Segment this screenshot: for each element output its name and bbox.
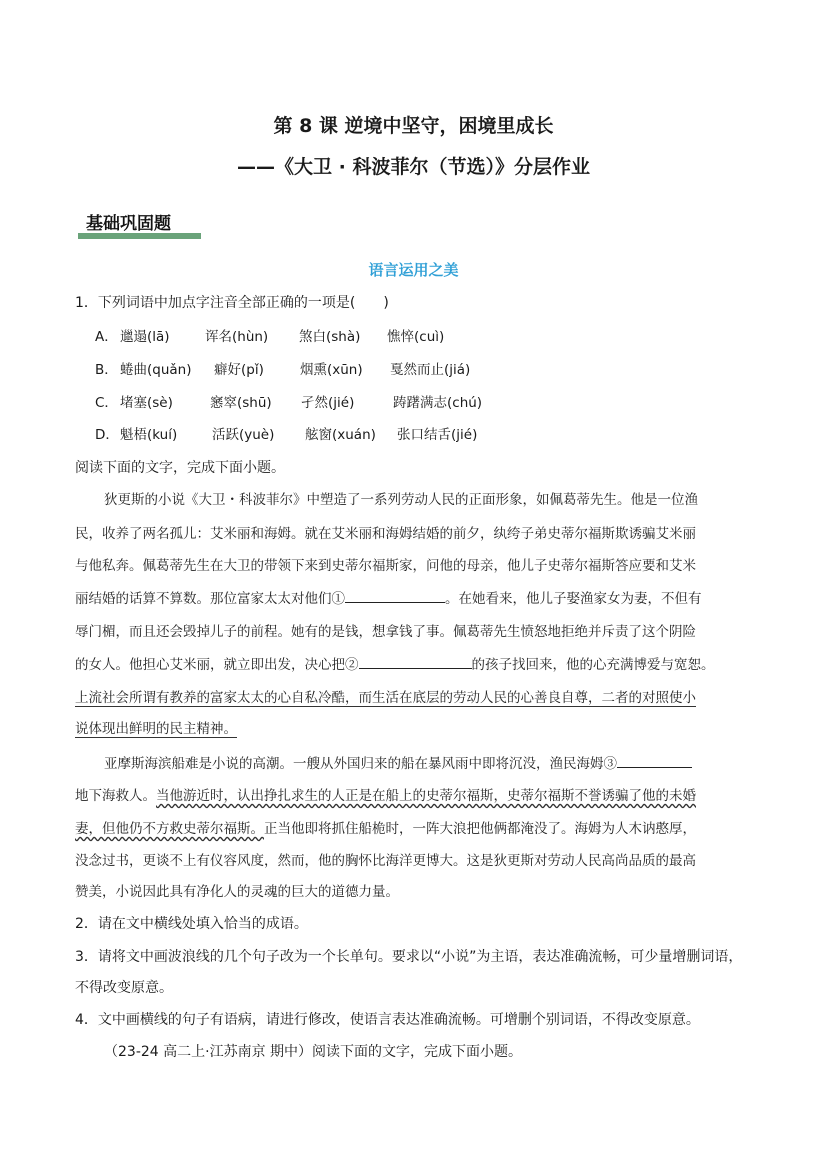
reading-instruction: 阅读下面的文字，完成下面小题。 [75, 460, 285, 476]
option-b-item-1: 蜷曲(quǎn) [120, 362, 192, 378]
option-c-label: C． [95, 395, 118, 411]
passage-text: 的女人。他担心艾米丽，就立即出发，决心把② [75, 657, 359, 673]
option-b-label: B． [95, 362, 118, 378]
blank-2[interactable] [359, 656, 472, 669]
option-d-item-3: 舷窗(xuán) [305, 427, 376, 443]
underlined-sentence: 上流社会所谓有教养的富家太太的心自私冷酷，而生活在底层的劳动人民的心善良自尊，二者的对照使小 [75, 690, 696, 706]
passage-line [75, 717, 237, 737]
question-1-stem: 1．下列词语中加点字注音全部正确的一项是( ) [75, 295, 389, 311]
question-2: 2．请在文中横线处填入恰当的成语。 [75, 916, 308, 932]
option-a-item-2: 诨名(hùn) [205, 329, 269, 345]
passage-text: 的孩子找回来，他的心充满博爱与宽恕。 [471, 657, 715, 673]
option-c-item-2: 窸窣(shū) [210, 395, 272, 411]
option-d-item-4: 张口结舌(jié) [397, 427, 478, 443]
underlined-sentence: 说体现出鲜明的民主精神。 [75, 721, 237, 737]
option-a-item-3: 煞白(shà) [299, 329, 361, 345]
option-d-item-1: 魁梧(kuí) [120, 427, 178, 443]
passage-line [104, 752, 692, 772]
option-a-label: A． [95, 329, 118, 345]
option-c-item-4: 踌躇满志(chú) [393, 395, 483, 411]
wavy-sentence: 当他游近时，认出挣扎求生的人正是在船上的史蒂尔福斯，史蒂尔福斯不誉诱骗了他的未婚 [156, 788, 696, 804]
question-4: 4．文中画横线的句子有语病，请进行修改，使语言表达准确流畅。可增删个别词语，不得改变原意。 [75, 1012, 700, 1028]
option-a-item-1: 邋遢(lā) [120, 329, 170, 345]
page-title: 第 8 课 逆境中坚守，困境里成长 [273, 115, 554, 137]
wavy-sentence: 妻，但他仍不方救史蒂尔福斯。 [75, 821, 264, 837]
blank-3[interactable] [617, 755, 692, 768]
option-b-item-2: 癖好(pǐ) [214, 362, 264, 378]
passage-line: 辱门楣，而且还会毁掉儿子的前程。她有的是钱，想拿钱了事。佩葛蒂先生愤怒地拒绝并斥责了这个阴险 [75, 624, 696, 640]
section-heading: 语言运用之美 [368, 261, 459, 279]
passage-text: 丽结婚的话算不算数。那位富家太太对他们① [75, 591, 345, 607]
blank-1[interactable] [345, 590, 445, 603]
passage-line: 狄更斯的小说《大卫・科波菲尔》中塑造了一系列劳动人民的正面形象，如佩葛蒂先生。他是一位渔 [104, 492, 698, 508]
passage-line: 赞美，小说因此具有净化人的灵魂的巨大的道德力量。 [75, 884, 399, 900]
question-3-line-2: 不得改变原意。 [75, 980, 173, 996]
passage-line: 没念过书，更谈不上有仪容风度，然而，他的胸怀比海洋更博大。这是狄更斯对劳动人民高尚品质的最高 [75, 853, 696, 869]
option-c-item-3: 孑然(jié) [301, 395, 355, 411]
option-a-item-4: 憔悴(cuì) [387, 329, 445, 345]
section-badge: 基础巩固题 [86, 214, 171, 234]
next-reading-instruction: （23-24 高二上·江苏南京 期中）阅读下面的文字，完成下面小题。 [104, 1044, 523, 1060]
passage-line: 与他私奔。佩葛蒂先生在大卫的带领下来到史蒂尔福斯家，问他的母亲，他儿子史蒂尔福斯答应要和艾米 [75, 558, 696, 574]
passage-line [75, 784, 696, 804]
option-d-label: D． [95, 427, 119, 443]
option-d-item-2: 活跃(yuè) [212, 427, 275, 443]
passage-line [75, 587, 702, 607]
passage-text: 。在她看来，他儿子娶渔家女为妻，不但有 [445, 591, 702, 607]
passage-text: 正当他即将抓住船桅时，一阵大浪把他俩都淹没了。海姆为人木讷憨厚， [264, 821, 696, 837]
page-subtitle: ——《大卫 · 科波菲尔（节选）》分层作业 [237, 156, 590, 178]
option-b-item-4: 戛然而止(jiá) [390, 362, 471, 378]
passage-line [75, 653, 715, 673]
question-3-line-1: 3．请将文中画波浪线的几个句子改为一个长单句。要求以“小说”为主语，表达准确流畅，可少量增删词语， [75, 949, 743, 965]
passage-line: 民，收养了两名孤儿：艾米丽和海姆。就在艾米丽和海姆结婚的前夕，纨绔子弟史蒂尔福斯欺诱骗艾米丽 [75, 526, 696, 542]
passage-text: 地下海救人。 [75, 788, 156, 804]
option-b-item-3: 烟熏(xūn) [300, 362, 363, 378]
option-c-item-1: 堵塞(sè) [120, 395, 173, 411]
passage-line [75, 686, 696, 706]
passage-text: 亚摩斯海滨船难是小说的高潮。一艘从外国归来的船在暴风雨中即将沉没，渔民海姆③ [104, 756, 617, 772]
passage-line [75, 817, 696, 837]
